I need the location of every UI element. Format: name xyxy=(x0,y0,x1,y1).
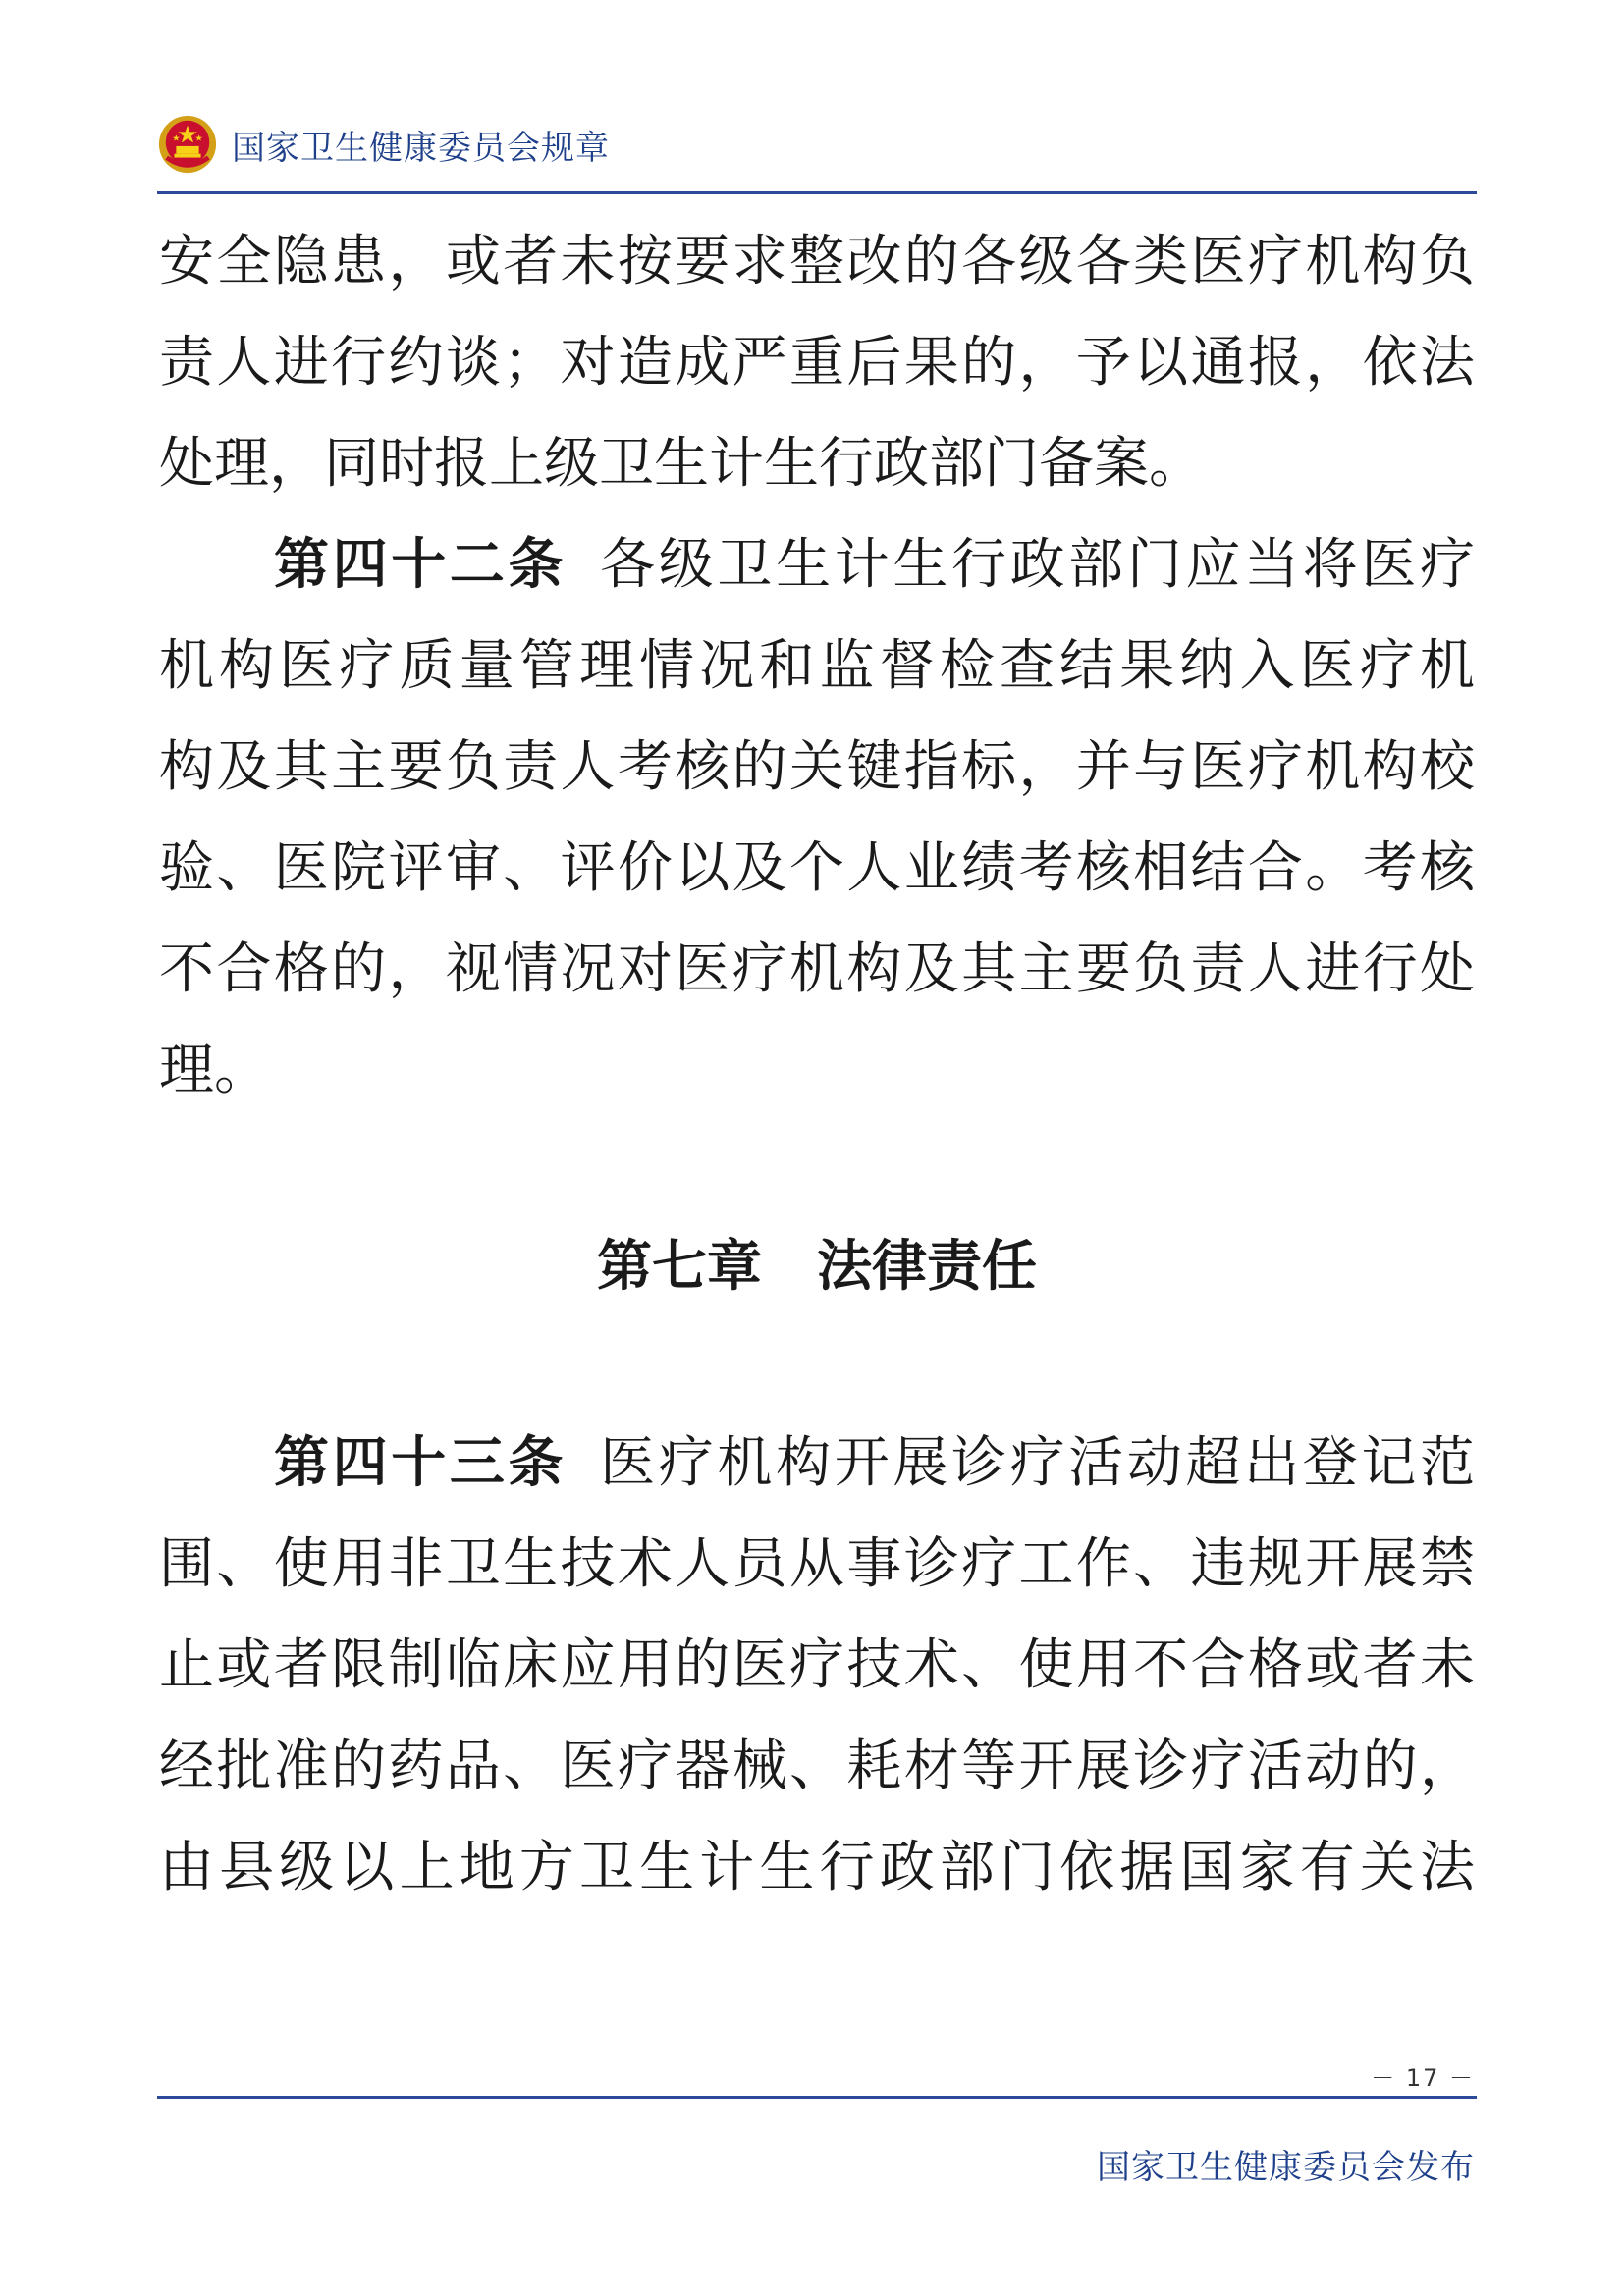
header-divider xyxy=(157,191,1477,194)
text-line: 止或者限制临床应用的医疗技术、使用不合格或者未 xyxy=(159,1633,1475,1697)
footer-divider xyxy=(157,2096,1477,2099)
text-line: 安全隐患，或者未按要求整改的各级各类医疗机构负 xyxy=(159,230,1475,294)
text-line: 理。 xyxy=(159,1039,269,1102)
article-43 xyxy=(159,1413,1475,1918)
text-line: 由县级以上地方卫生计生行政部门依据国家有关法 xyxy=(159,1836,1475,1899)
header-title: 国家卫生健康委员会规章 xyxy=(232,128,610,168)
article-number: 第四十二条 xyxy=(274,533,568,597)
text-line: 机构医疗质量管理情况和监督检查结果纳入医疗机 xyxy=(159,634,1475,698)
text-line-first xyxy=(159,514,1475,615)
chapter-heading: 第七章 法律责任 xyxy=(597,1235,1037,1299)
national-emblem-icon xyxy=(157,114,218,175)
article-number: 第四十三条 xyxy=(274,1431,568,1495)
paragraph-continued xyxy=(159,211,1475,514)
text-line-first xyxy=(159,1413,1475,1514)
page-number: － 17 － xyxy=(1371,2064,1475,2092)
text-line: 责人进行约谈；对造成严重后果的，予以通报，依法 xyxy=(159,331,1475,395)
text-line: 不合格的，视情况对医疗机构及其主要负责人进行处 xyxy=(159,937,1475,1001)
text-line-content: 各级卫生计生行政部门应当将医疗 xyxy=(600,533,1476,597)
text-line: 处理，同时报上级卫生计生行政部门备案。 xyxy=(159,432,1204,496)
footer-publisher: 国家卫生健康委员会发布 xyxy=(1097,2148,1475,2187)
text-line: 经批准的药品、医疗器械、耗材等开展诊疗活动的， xyxy=(159,1735,1475,1798)
text-line: 构及其主要负责人考核的关键指标，并与医疗机构校 xyxy=(159,735,1475,799)
text-line: 围、使用非卫生技术人员从事诊疗工作、违规开展禁 xyxy=(159,1532,1475,1596)
document-body xyxy=(159,211,1475,1918)
text-line: 验、医院评审、评价以及个人业绩考核相结合。考核 xyxy=(159,836,1475,900)
article-42 xyxy=(159,514,1475,1121)
text-line-content: 医疗机构开展诊疗活动超出登记范 xyxy=(600,1431,1476,1495)
page-header xyxy=(157,110,610,179)
